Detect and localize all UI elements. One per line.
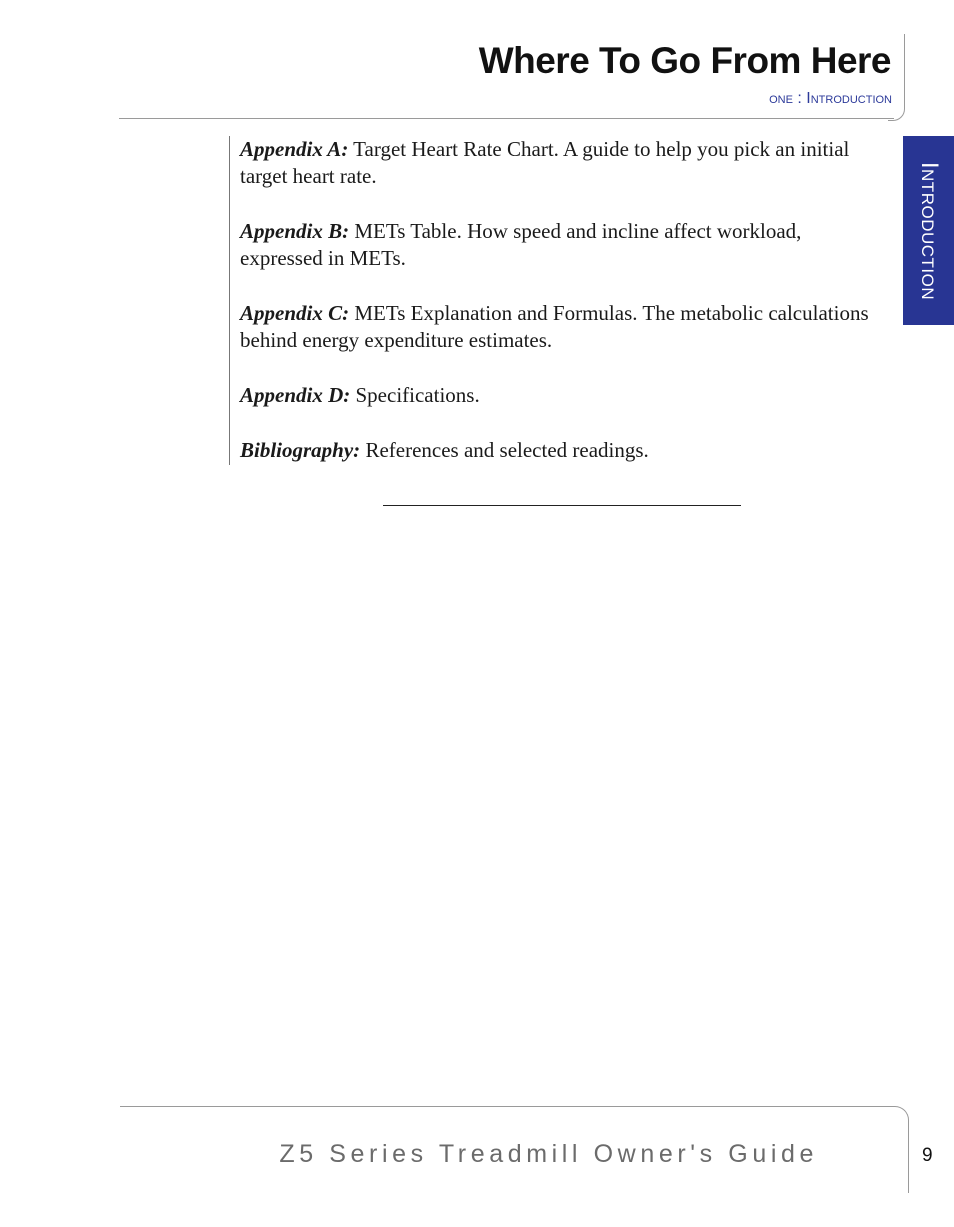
chapter-subtitle: one : Introduction	[769, 90, 892, 107]
appendix-list	[229, 136, 869, 465]
section-end-divider	[383, 505, 741, 506]
page-title: Where To Go From Here	[478, 40, 891, 81]
bibliography-label: Bibliography:	[240, 438, 361, 462]
appendix-c-entry	[240, 300, 869, 354]
page-number: 9	[922, 1145, 933, 1166]
appendix-c-text: METs Explanation and Formulas. The metabolic calculations behind energy expenditure estimates.	[240, 301, 869, 352]
appendix-a-text: Target Heart Rate Chart. A guide to help you pick an initial target heart rate.	[240, 137, 850, 188]
section-tab-label: Introduction	[915, 161, 943, 300]
appendix-c-label: Appendix C:	[240, 301, 350, 325]
bibliography-text: References and selected readings.	[360, 438, 649, 462]
appendix-d-label: Appendix D:	[240, 383, 351, 407]
appendix-b-label: Appendix B:	[240, 219, 350, 243]
section-tab	[903, 136, 954, 325]
header-divider	[119, 118, 894, 119]
footer-corner-rule	[880, 1106, 909, 1193]
appendix-b-text: METs Table. How speed and incline affect workload, expressed in METs.	[240, 219, 802, 270]
bibliography-entry	[240, 437, 869, 464]
appendix-d-entry	[240, 382, 869, 409]
appendix-b-entry	[240, 218, 869, 272]
footer-divider	[120, 1106, 895, 1107]
header-corner-rule	[888, 34, 905, 121]
appendix-a-entry	[240, 136, 869, 190]
appendix-a-label: Appendix A:	[240, 137, 349, 161]
appendix-d-text: Specifications.	[350, 383, 480, 407]
guide-title: Z5 Series Treadmill Owner's Guide	[279, 1140, 818, 1168]
